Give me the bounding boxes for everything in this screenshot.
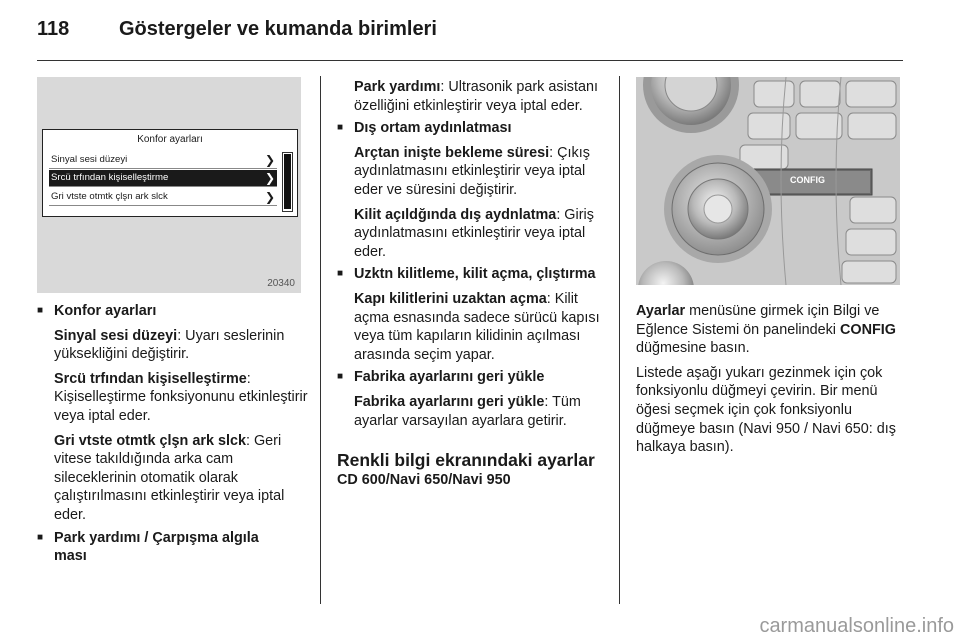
term: CONFIG xyxy=(840,321,896,338)
term: Kapı kilitlerini uzaktan açma xyxy=(354,290,547,307)
paragraph xyxy=(37,432,312,525)
term: Arçtan inişte bekleme süresi xyxy=(354,144,550,161)
chevron-right-icon: ❯ xyxy=(264,171,275,185)
list-item xyxy=(337,368,612,387)
item-heading: Park yardımı / Çarpışma algıla xyxy=(54,529,259,546)
text: düğmesine basın. xyxy=(636,340,750,357)
term: Gri vtste otmtk çlşn ark slck xyxy=(54,432,246,449)
term: Fabrika ayarlarını geri yükle xyxy=(354,393,545,410)
paragraph xyxy=(337,144,612,200)
description: : Çıkış aydınlatmasını etkinleştirir veya iptal eder ve süresini değiştirir. xyxy=(354,144,590,198)
term: Kilit açıldğında dış aydnlatma xyxy=(354,206,557,223)
item-heading: Uzktn kilitleme, kilit açma, çlıştırma xyxy=(354,266,596,283)
scrollbar-thumb xyxy=(284,154,291,209)
paragraph: Listede aşağı yukarı gezinmek için çok fonksiyonlu düğmeyi çevirin. Bir menü öğesi seçmek için çok fonksiyonlu düğmeye basın (Navi 950 / Navi 650: dış halkaya basın). xyxy=(636,364,896,456)
figure-control-panel xyxy=(636,77,900,285)
page-number: 118 xyxy=(37,18,70,40)
bullet-icon: ■ xyxy=(337,371,344,383)
term: Ayarlar xyxy=(636,303,686,319)
list-item xyxy=(337,119,612,138)
paragraph xyxy=(636,302,902,358)
column-divider xyxy=(619,76,620,604)
chevron-right-icon: ❯ xyxy=(264,153,275,167)
description: : Ultrasonik park asistanı özelliğini etkinleştirir veya iptal eder. xyxy=(354,79,598,114)
menu-screen-title: Konfor ayarları xyxy=(137,134,203,145)
column-1 xyxy=(37,302,312,566)
menu-row-selected xyxy=(49,170,277,187)
description: : Kilit açma esnasında sadece sürücü kapısı veya tüm kapıların kilidinin açılması arasında seçim yapar. xyxy=(354,290,600,363)
list-item xyxy=(337,265,612,284)
control-panel-illustration xyxy=(636,77,900,285)
column-2 xyxy=(337,78,612,430)
term: Park yardımı xyxy=(354,79,441,95)
menu-scrollbar xyxy=(282,152,293,212)
item-heading: ması xyxy=(54,548,87,565)
config-button-label: CONFIG xyxy=(790,175,825,185)
paragraph xyxy=(37,370,312,426)
menu-row-label: Gri vtste otmtk çlşn ark slck xyxy=(51,191,168,202)
text: menüsüne girmek için Bilgi ve Eğlence Sistemi ön panelindeki xyxy=(636,303,880,338)
menu-row xyxy=(49,189,277,206)
term: Srcü trfından kişiselleştirme xyxy=(54,370,247,387)
menu-row-label: Sinyal sesi düzeyi xyxy=(51,154,128,165)
description: : Giriş aydınlatmasını etkinleştirir veya iptal eder. xyxy=(354,206,594,260)
watermark: carmanualsonline.info xyxy=(759,615,954,637)
page-title: Göstergeler ve kumanda birimleri xyxy=(119,18,437,40)
description: : Uyarı seslerinin yüksekliğini değiştirir. xyxy=(54,327,285,363)
bullet-icon: ■ xyxy=(337,268,344,280)
section-heading: Renkli bilgi ekranındaki ayarlar xyxy=(337,450,595,470)
figure-id: 20340 xyxy=(267,278,295,289)
paragraph xyxy=(37,327,312,364)
paragraph xyxy=(337,206,612,262)
description: : Kişiselleştirme fonksiyonunu etkinleştirir veya iptal eder. xyxy=(54,370,308,424)
bullet-icon: ■ xyxy=(37,531,44,543)
list-item xyxy=(37,529,312,566)
column-divider xyxy=(320,76,321,604)
bullet-icon: ■ xyxy=(337,122,344,134)
item-heading: Konfor ayarları xyxy=(54,303,157,319)
menu-row-label: Srcü trfından kişiselleştirme xyxy=(51,172,169,183)
item-heading: Fabrika ayarlarını geri yükle xyxy=(354,369,545,386)
list-item xyxy=(37,302,312,321)
figure-menu-screen xyxy=(37,77,301,293)
page-header xyxy=(37,18,903,58)
description: : Geri vitese takıldığında arka cam sileceklerinin otomatik olarak çalıştırılmasını etkinleştirir veya iptal eder. xyxy=(54,432,285,523)
paragraph xyxy=(337,393,612,430)
term: Sinyal sesi düzeyi xyxy=(54,327,178,344)
header-rule xyxy=(37,60,903,61)
description: : Tüm ayarlar varsayılan ayarlara getirir. xyxy=(354,393,581,429)
paragraph xyxy=(337,290,612,364)
section-subheading: CD 600/Navi 650/Navi 950 xyxy=(337,472,511,488)
menu-row xyxy=(49,152,277,169)
menu-screen xyxy=(42,129,298,217)
bullet-icon: ■ xyxy=(37,305,44,316)
chevron-right-icon: ❯ xyxy=(264,190,275,204)
paragraph xyxy=(337,78,612,115)
item-heading: Dış ortam aydınlatması xyxy=(354,120,512,137)
column-3 xyxy=(636,302,902,457)
